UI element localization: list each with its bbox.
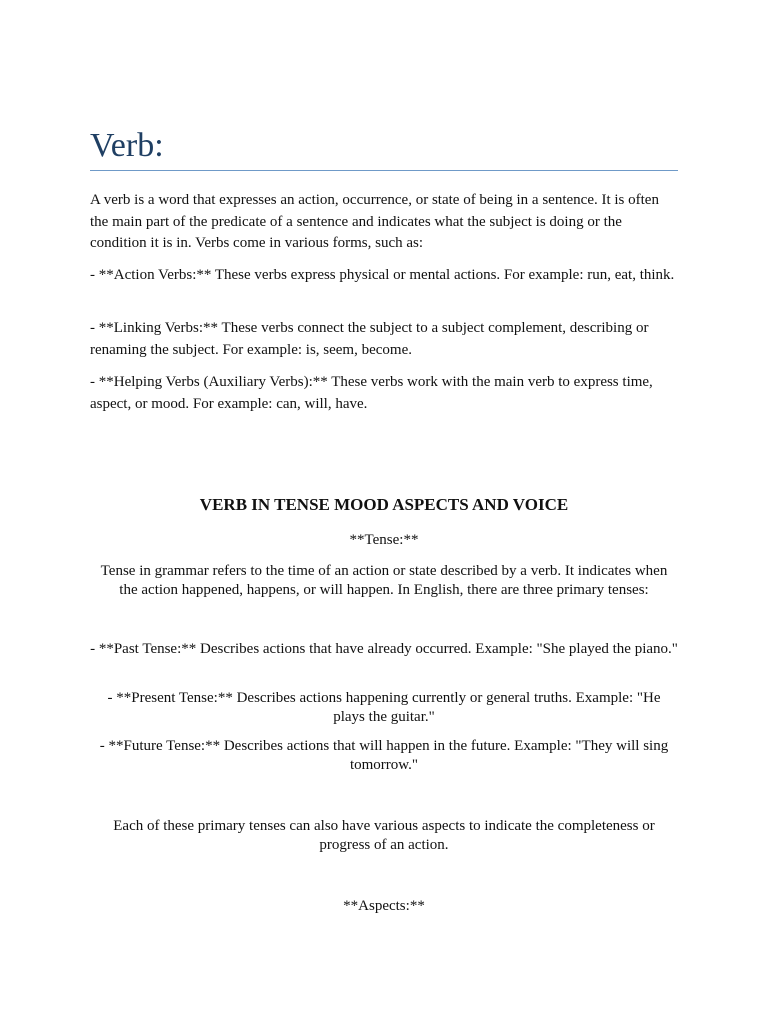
intro-paragraph: A verb is a word that expresses an action, occurrence, or state of being in a sentence. It is often the main part of the predicate of a sentence and indicates what the subject is doing or the condition it is in. Verbs come in various forms, such as:	[90, 192, 659, 251]
linking-verbs-item: - **Linking Verbs:** These verbs connect the subject to a subject complement, describing or renaming the subject. For example: is, seem, become.	[90, 320, 649, 358]
title-divider	[90, 170, 678, 171]
present-tense-item: - **Present Tense:** Describes actions happening currently or general truths. Example: "He plays the guitar."	[107, 690, 661, 725]
document-title: Verb:	[90, 127, 164, 164]
helping-verbs-item: - **Helping Verbs (Auxiliary Verbs):** These verbs work with the main verb to express time, aspect, or mood. For example: can, will, have.	[90, 374, 653, 412]
aspects-label: **Aspects:**	[343, 898, 425, 914]
action-verbs-item: - **Action Verbs:** These verbs express physical or mental actions. For example: run, eat, think.	[90, 267, 675, 283]
aspects-intro-paragraph: Each of these primary tenses can also have various aspects to indicate the completeness or progress of an action.	[113, 818, 655, 853]
section-heading: VERB IN TENSE MOOD ASPECTS AND VOICE	[199, 495, 569, 514]
tense-definition: Tense in grammar refers to the time of an action or state described by a verb. It indicates when the action happened, happens, or will happen. In English, there are three primary tenses:	[100, 563, 668, 598]
future-tense-item: - **Future Tense:** Describes actions that will happen in the future. Example: "They will sing tomorrow."	[99, 738, 669, 773]
past-tense-item: - **Past Tense:** Describes actions that have already occurred. Example: "She played the piano."	[90, 641, 678, 657]
tense-label: **Tense:**	[349, 532, 419, 548]
